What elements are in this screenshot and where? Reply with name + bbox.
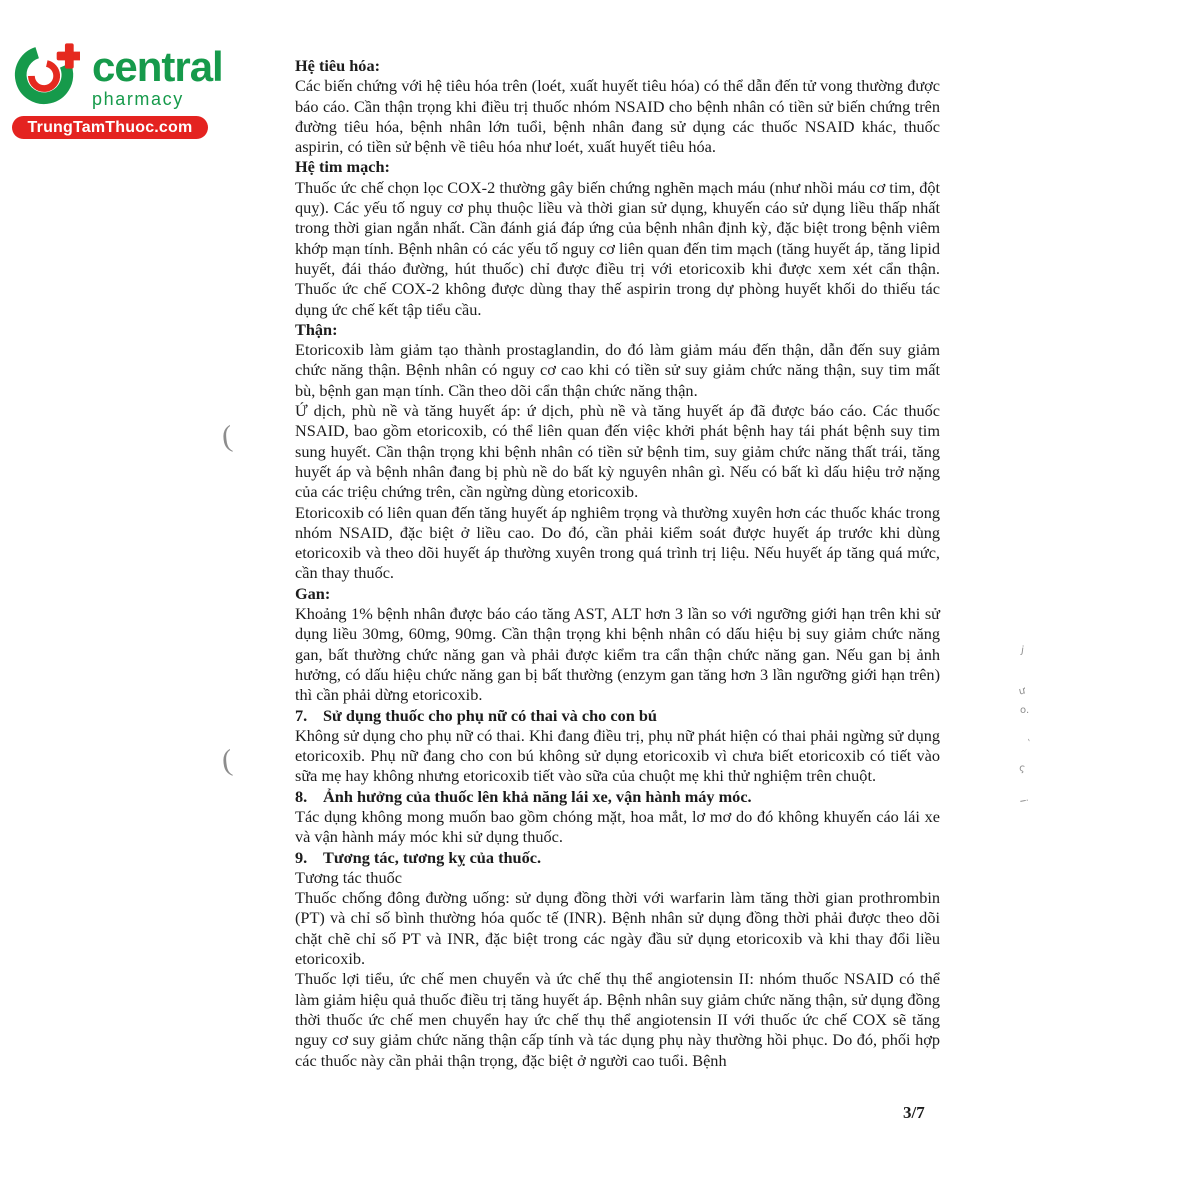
page-number: 3/7 — [903, 1103, 925, 1122]
heading-he-tieu-hoa: Hệ tiêu hóa: — [295, 56, 381, 75]
paragraph: Ứ dịch, phù nề và tăng huyết áp: ứ dịch, phù nề và tăng huyết áp đã được báo cáo. Các thuốc NSAID, bao gồm etoricoxib, có thể liên quan đến việc khởi phát bệnh hay tái phát bệnh suy tim sung huyết. Cần thận trọng khi bệnh nhân có tiền sử bệnh tim, suy giảm chức năng thất trái, tăng huyết áp và bệnh nhân đang bị phù nề do bất kỳ nguyên nhân gì. Nếu có bất kì dấu hiệu trở nặng của các triệu chứng trên, cần ngừng dùng etoricoxib. — [295, 401, 940, 502]
section-title: Ảnh hưởng của thuốc lên khả năng lái xe, vận hành máy móc. — [323, 786, 752, 806]
paragraph: Etoricoxib làm giảm tạo thành prostaglandin, do đó làm giảm máu đến thận, dẫn đến suy giảm chức năng thận. Bệnh nhân có nguy cơ cao khi có tiền sử suy giảm chức năng thận, suy tim mất bù, bệnh gan mạn tính. Cần theo dõi cẩn thận chức năng thận. — [295, 340, 940, 400]
trungtamthuoc-banner: TrungTamThuoc.com — [12, 116, 208, 139]
heading-than: Thận: — [295, 319, 338, 339]
central-pharmacy-logo — [12, 36, 222, 139]
section-heading-7 — [295, 706, 940, 726]
section-title: Tương tác, tương kỵ của thuốc. — [323, 847, 542, 867]
scan-artifact: ` — [1023, 738, 1032, 751]
heading-gan: Gan: — [295, 583, 331, 603]
section-number: 9. — [295, 847, 308, 867]
paragraph: Thuốc lợi tiểu, ức chế men chuyển và ức chế thụ thể angiotensin II: nhóm thuốc NSAID có thể làm giảm hiệu quả thuốc điều trị tăng huyết áp. Bệnh nhân suy giảm chức năng thận, sử dụng đồng thời thuốc ức chế men chuyển hay ức chế thụ thể angiotensin II với thuốc ức chế COX sẽ tăng nguy cơ suy giảm chức năng thận cấp tính và tác dụng phụ này thường hồi phục. Do đó, phối hợp các thuốc này cần phải thận trọng, đặc biệt ở người cao tuổi. Bệnh — [295, 969, 940, 1070]
section-heading-9 — [295, 848, 940, 868]
section-number: 8. — [295, 786, 308, 806]
paragraph: Thuốc ức chế chọn lọc COX-2 thường gây biến chứng nghẽn mạch máu (như nhồi máu cơ tim, đột quỵ). Các yếu tố nguy cơ phụ thuộc liều và thời gian sử dụng, khuyến cáo sử dụng liều thấp nhất trong thời gian ngắn nhất. Cần đánh giá đáp ứng của bệnh nhân định kỳ, đặc biệt trong bệnh viêm khớp mạn tính. Bệnh nhân có các yếu tố nguy cơ liên quan đến tim mạch (tăng huyết áp, tăng lipid huyết, đái tháo đường, hút thuốc) chỉ được điều trị với etoricoxib khi được xem xét cẩn thận. Thuốc ức chế COX-2 không được dùng thay thế aspirin trong dự phòng huyết khối do thiếu tác dụng ức chế kết tập tiểu cầu. — [295, 177, 940, 319]
scan-artifact: i — [1017, 798, 1029, 804]
scan-mark-paren: ( — [220, 743, 234, 778]
scan-mark-paren: ( — [220, 419, 234, 454]
document-body — [295, 56, 940, 1071]
paragraph: Các biến chứng với hệ tiêu hóa trên (loét, xuất huyết tiêu hóa) có thể dẫn đến tử vong thường được báo cáo. Cần thận trọng khi điều trị thuốc nhóm NSAID cho bệnh nhân có tiền sử biến chứng trên đường tiêu hóa, bệnh nhân lớn tuổi, bệnh nhân đang sử dụng các thuốc NSAID khác, thuốc aspirin, có tiền sử bệnh về tiêu hóa như loét, xuất huyết tiêu hóa. — [295, 76, 940, 157]
brand-subtitle: pharmacy — [92, 88, 184, 109]
paragraph: Etoricoxib có liên quan đến tăng huyết áp nghiêm trọng và thường xuyên hơn các thuốc khác trong nhóm NSAID, đặc biệt ở liều cao. Do đó, cần phải kiểm soát được huyết áp trước khi dùng etoricoxib và theo dõi huyết áp thường xuyên trong quá trình trị liệu. Nếu huyết áp tăng quá mức, cần thay thuốc. — [295, 502, 941, 583]
scan-artifact: ς — [1018, 762, 1026, 775]
section-title: Sử dụng thuốc cho phụ nữ có thai và cho con bú — [323, 705, 657, 725]
scan-artifact: j — [1020, 644, 1025, 657]
heading-he-tim-mach: Hệ tim mạch: — [295, 157, 390, 177]
paragraph: Không sử dụng cho phụ nữ có thai. Khi đang điều trị, phụ nữ phát hiện có thai phải ngừng sử dụng etoricoxib. Phụ nữ đang cho con bú không sử dụng etoricoxib vì chưa biết etoricoxib có tiết vào sữa mẹ hay không nhưng etoricoxib tiết vào sữa của chuột mẹ khi thử nghiệm trên chuột. — [295, 725, 940, 786]
scan-artifact: ư — [1017, 685, 1027, 698]
plus-icon — [57, 43, 80, 68]
paragraph: Thuốc chống đông đường uống: sử dụng đồng thời với warfarin làm tăng thời gian prothrombin (PT) và chỉ số bình thường hóa quốc tế (INR). Bệnh nhân sử dụng đồng thời phải được theo dõi chặt chẽ chỉ số PT và INR, đặc biệt trong các ngày đầu sử dụng etoricoxib và khi thay đổi liều etoricoxib. — [295, 888, 940, 969]
subheading-tuong-tac-thuoc: Tương tác thuốc — [295, 867, 402, 887]
brand-name: central — [92, 43, 223, 90]
pharmacy-logo-icon — [12, 36, 80, 108]
paragraph: Khoảng 1% bệnh nhân được báo cáo tăng AST, ALT hơn 3 lần so với ngưỡng giới hạn trên khi sử dụng liều 30mg, 60mg, 90mg. Cần thận trọng khi bệnh nhân có dấu hiệu bị suy giảm chức năng gan, bất thường chức năng gan và phải được kiểm tra cẩn thận chức năng gan. Nếu gan bị ảnh hưởng, có dấu hiệu chức năng gan bị bất thường (enzym gan tăng hơn 3 lần ngưỡng giới hạn trên) thì cần phải dừng etoricoxib. — [295, 604, 940, 705]
section-number: 7. — [295, 705, 308, 725]
paragraph: Tác dụng không mong muốn bao gồm chóng mặt, hoa mắt, lơ mơ do đó không khuyến cáo lái xe và vận hành máy móc khi sử dụng thuốc. — [295, 806, 940, 847]
section-heading-8 — [295, 787, 940, 807]
scan-artifact: o. — [1020, 705, 1030, 716]
